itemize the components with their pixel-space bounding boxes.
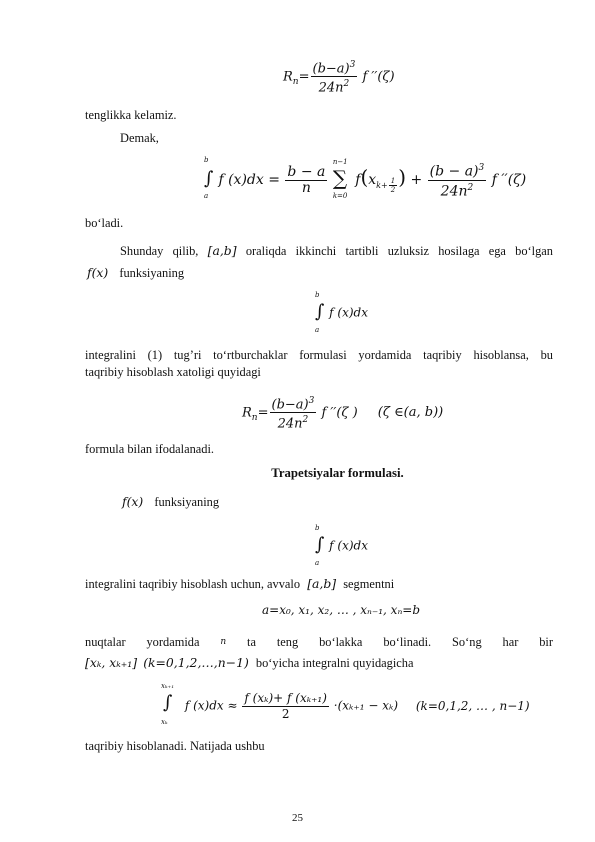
- nuqtalar-word: n: [220, 637, 227, 647]
- line-fx-2: [122, 494, 219, 510]
- sum-arg: x: [368, 172, 377, 188]
- text-taqribiy: taqribiy hisoblanadi. Natijada ushbu: [85, 739, 265, 753]
- trap-lhs: f (x)dx ≈: [184, 698, 238, 713]
- trap-den: 2: [281, 706, 290, 721]
- err-den-pow: 2: [467, 182, 474, 193]
- func-fx-2: f(x): [122, 494, 144, 509]
- segment-rest: bo‘yicha integralni quyidagicha: [255, 656, 414, 670]
- para-integralini-3: [85, 576, 394, 592]
- word-funksiyaning-2: funksiyaning: [154, 495, 220, 509]
- eq-num-pow: 3: [349, 60, 356, 70]
- sum-upper: n−1: [332, 158, 348, 166]
- page-number: 25: [292, 812, 303, 824]
- eq-tail: f ′′(ζ): [362, 69, 395, 85]
- integral-2: b ∫ a f (x)dx: [315, 524, 368, 567]
- heading-trapetsiya: Trapetsiyalar formulasi.: [271, 466, 404, 480]
- eq2-den-pow: 2: [302, 415, 309, 426]
- text-formula: formula bilan ifodalanadi.: [85, 442, 215, 456]
- int2-upper: b: [315, 524, 320, 532]
- para-shunday: [120, 243, 553, 259]
- eq-den: 24n: [318, 80, 344, 96]
- int1-upper: b: [315, 291, 320, 299]
- trap-lower: xₖ: [161, 718, 168, 726]
- eq2-lhs-sub: n: [251, 412, 258, 423]
- trap-cond: (k=0,1,2, … , n−1): [415, 698, 530, 713]
- trapezoid-formula: xₖ₊₁ ∫ xₖ f (x)dx ≈ $\frac{\text{f (xₖ)+ f (xₖ₊₁)}}{2}$ ·(xₖ₊₁ − xₖ) (k=0,1,2, … , n−1): [161, 682, 530, 726]
- para3-start: integralini taqribiy hisoblash uchun, avvalo: [85, 577, 301, 591]
- eq2-den: 24n: [277, 416, 303, 432]
- nodes-formula: a=x₀, x₁, x₂, … , xₙ₋₁, xₙ=b: [262, 603, 421, 617]
- segment-k: [xₖ, xₖ₊₁]: [85, 655, 138, 670]
- nuqtalar-word: nuqtalar: [85, 635, 126, 649]
- err-num: (b − a): [429, 163, 479, 180]
- text-tenglikka: tenglikka kelamiz.: [85, 108, 177, 122]
- trap-upper: xₖ₊₁: [161, 682, 175, 690]
- nuqtalar-word: bo‘linadi.: [383, 635, 432, 649]
- err-tail: f ′′(ζ): [491, 172, 527, 188]
- para-integralini-2: taqribiy hisoblash xatoligi quyidagi: [85, 365, 261, 379]
- int-upper: b: [204, 156, 209, 164]
- integral-1: b ∫ a f (x)dx: [315, 291, 368, 334]
- interval-ab-2: [a,b]: [307, 576, 337, 591]
- int-lower: a: [204, 192, 209, 200]
- para-nuqtalar: [85, 634, 553, 650]
- half-num: 1: [390, 177, 396, 186]
- eq-num: (b−a): [312, 61, 350, 77]
- text-boladi: bo‘ladi.: [85, 216, 124, 230]
- eq-lhs-sub: n: [292, 76, 299, 87]
- line-segment: [85, 655, 414, 671]
- para3-end: segmentni: [343, 577, 395, 591]
- eq2-num: (b−a): [271, 397, 309, 413]
- sum-lower: k=0: [332, 192, 348, 200]
- half-den: 2: [390, 186, 396, 195]
- int2-lower: a: [315, 559, 320, 567]
- nuqtalar-word: yordamida: [146, 635, 200, 649]
- word-funksiyaning: funksiyaning: [119, 266, 185, 280]
- error-formula-2: $R_n=$ $\frac{(b-a)^3}{24n^2}$ f ′′(ζ ) (ζ ∈(a, b)): [242, 396, 444, 432]
- para-integralini-1: integralini (1) tug’ri to‘rtburchaklar formulasi yordamida taqribiy hisoblansa, bu: [85, 348, 553, 362]
- nuqtalar-word: So‘ng: [452, 635, 482, 649]
- eq2-tail: f ′′(ζ ): [321, 405, 358, 421]
- nuqtalar-word: ta: [247, 635, 256, 649]
- sum-body: f: [355, 172, 361, 188]
- int1-lower: a: [315, 326, 320, 334]
- plus-sign: +: [410, 172, 423, 188]
- frac-num: b − a: [287, 163, 326, 180]
- sum-arg-sub: k+: [376, 180, 388, 190]
- trap-num: f (xₖ)+ f (xₖ₊₁): [244, 690, 327, 705]
- nuqtalar-word: teng: [276, 635, 299, 649]
- int1-body: f (x)dx: [329, 305, 368, 320]
- error-formula-1: $R_n=$ $\frac{(b-a)^3}{24n^2}$ f ′′(ζ): [283, 60, 395, 96]
- nuqtalar-word: har: [502, 635, 519, 649]
- eq-den-pow: 2: [343, 79, 350, 90]
- err-num-pow: 3: [478, 162, 485, 173]
- int2-body: f (x)dx: [329, 538, 368, 553]
- para-shunday-rest: oraliqda ikkinchi tartibli uzluksiz hosilaga ega bo‘lgan: [245, 244, 554, 258]
- func-fx: f(x): [87, 265, 109, 280]
- eq2-cond: (ζ ∈(a, b)): [377, 405, 444, 421]
- para-shunday-start: Shunday qilib,: [120, 244, 199, 258]
- err-den: 24n: [440, 183, 468, 200]
- trap-mult: ·(xₖ₊₁ − xₖ): [333, 698, 399, 713]
- eq-lhs: R: [283, 69, 293, 85]
- eq2-lhs: R: [242, 405, 252, 421]
- frac-den: n: [301, 179, 311, 196]
- int-body: f (x)dx =: [218, 172, 280, 188]
- interval-ab: [a,b]: [207, 243, 237, 258]
- text-demak: Demak,: [120, 131, 159, 145]
- nuqtalar-word: bir: [539, 635, 553, 649]
- nuqtalar-word: bo‘lakka: [319, 635, 363, 649]
- line-fx: [87, 265, 184, 281]
- midpoint-formula: b ∫ a f (x)dx = $\frac{b - a}{n}$ n−1 ∑ k=0 $f(x_{k+ \frac{1}{2}}$ ) + $\frac{(b - a)^3}{24n^2}$ f ′′(ζ): [204, 156, 527, 200]
- segment-range: (k=0,1,2,…,n−1): [143, 655, 249, 670]
- eq2-num-pow: 3: [308, 396, 315, 406]
